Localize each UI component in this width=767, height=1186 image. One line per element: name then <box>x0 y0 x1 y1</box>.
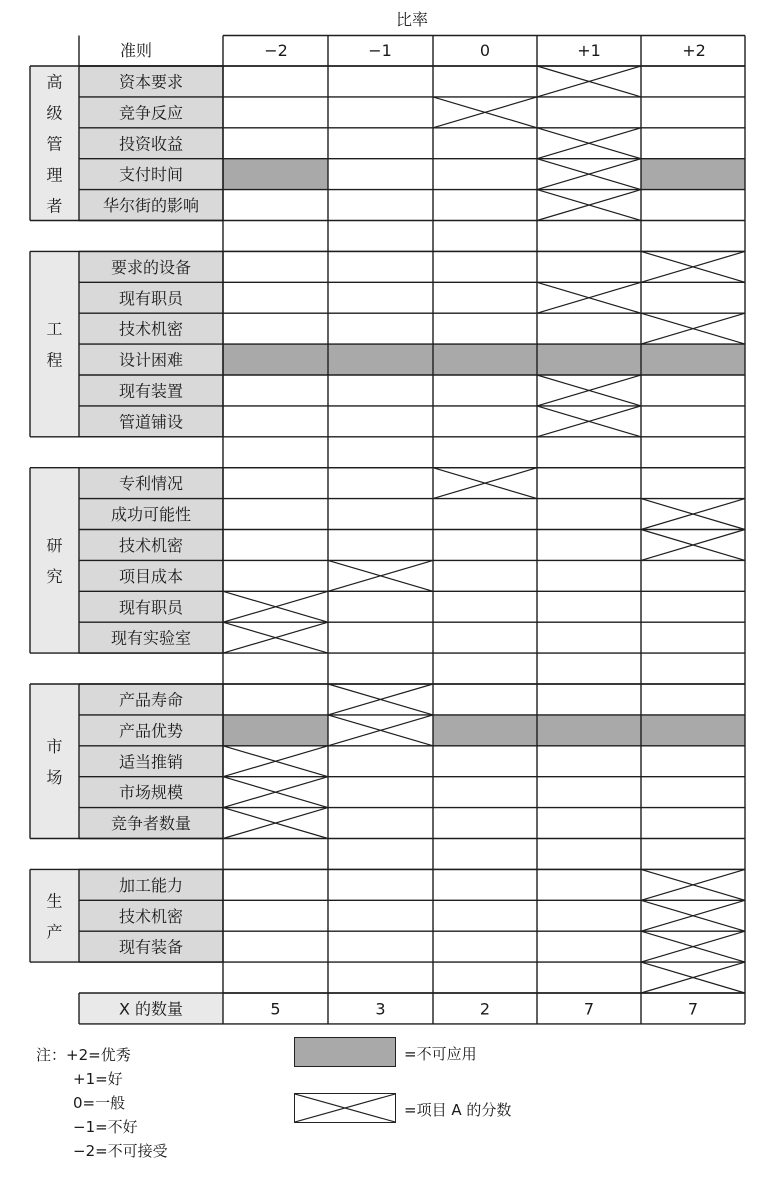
score-x-mark <box>641 931 745 962</box>
criterion-label: 管道铺设 <box>118 412 184 432</box>
ratio-title: 比率 <box>395 10 429 29</box>
score-x-mark <box>641 499 745 530</box>
note-line <box>36 1139 168 1163</box>
not-applicable-cell <box>223 344 328 375</box>
criterion-label: 现有装备 <box>118 937 184 957</box>
not-applicable-cell <box>433 344 537 375</box>
not-applicable-cell <box>328 344 433 375</box>
criterion-label: 设计困难 <box>118 350 184 370</box>
criterion-label: 产品优势 <box>118 721 184 741</box>
not-applicable-cell <box>641 159 745 190</box>
criterion-label: 技术机密 <box>118 319 184 339</box>
criterion-label: 加工能力 <box>118 875 184 895</box>
score-x-mark <box>223 591 328 622</box>
score-x-mark <box>537 159 641 190</box>
rating-headers <box>264 41 706 60</box>
score-x-mark <box>537 406 641 437</box>
score-x-mark <box>537 66 641 97</box>
not-applicable-cell <box>223 159 328 190</box>
group-cell <box>30 684 79 839</box>
criterion-label: 竞争者数量 <box>110 814 192 834</box>
score-x-mark <box>641 530 745 561</box>
total-value: 2 <box>479 999 491 1019</box>
rating-header-minus2: −2 <box>264 41 288 60</box>
note-line <box>36 1067 168 1091</box>
criterion-label: 竞争反应 <box>118 103 184 123</box>
not-applicable-cell <box>537 344 641 375</box>
criterion-label: 技术机密 <box>118 535 184 555</box>
score-x-mark <box>433 468 537 499</box>
score-x-mark <box>328 560 433 591</box>
criterion-label: 资本要求 <box>118 72 184 92</box>
total-label: X 的数量 <box>118 999 184 1019</box>
note-unacceptable: −2=不可接受 <box>73 1142 168 1160</box>
criterion-label: 现有装置 <box>118 381 184 401</box>
legend-na-swatch <box>294 1037 396 1067</box>
criterion-label: 项目成本 <box>118 566 184 586</box>
notes <box>36 1043 168 1163</box>
criterion-label: 华尔街的影响 <box>102 196 200 216</box>
criterion-label: 投资收益 <box>118 134 184 154</box>
group-label-char: 工 <box>46 319 63 339</box>
score-x-mark <box>641 900 745 931</box>
group-label-char: 管 <box>46 134 63 154</box>
score-x-mark <box>641 251 745 282</box>
score-x-mark <box>641 313 745 344</box>
notes-prefix: 注： <box>36 1046 67 1064</box>
total-value: 7 <box>687 999 699 1019</box>
not-applicable-cell <box>223 715 328 746</box>
score-x-mark <box>223 746 328 777</box>
criterion-label: 成功可能性 <box>110 505 192 525</box>
group-label-char: 者 <box>46 196 63 216</box>
criterion-label: 技术机密 <box>118 906 184 926</box>
score-x-mark <box>537 190 641 221</box>
note-good: +1=好 <box>73 1070 123 1088</box>
total-value: 5 <box>270 999 281 1019</box>
group-label-char: 研 <box>46 535 63 555</box>
score-x-mark <box>537 282 641 313</box>
not-applicable-cell <box>641 344 745 375</box>
criterion-label: 现有职员 <box>118 597 184 617</box>
criteria-header: 准则 <box>119 41 153 60</box>
legend-x-swatch <box>294 1093 396 1123</box>
group-cell <box>30 251 79 436</box>
score-x-mark <box>328 715 433 746</box>
score-x-mark <box>223 808 328 839</box>
score-x-mark <box>641 962 745 993</box>
group-label-char: 究 <box>46 566 63 586</box>
legend-x-label: =项目 A 的分数 <box>404 1101 512 1119</box>
group-label-char: 市 <box>46 736 63 756</box>
group-label-char: 场 <box>46 767 63 787</box>
criterion-label: 专利情况 <box>118 474 184 494</box>
score-x-mark <box>641 869 745 900</box>
criterion-label: 要求的设备 <box>110 257 192 277</box>
total-value: 3 <box>375 999 386 1019</box>
group-label-char: 程 <box>46 350 63 370</box>
note-line <box>36 1043 168 1067</box>
score-x-mark <box>328 684 433 715</box>
criterion-label: 适当推销 <box>118 752 184 772</box>
group-cell <box>30 468 79 653</box>
note-excellent: +2=优秀 <box>66 1046 131 1064</box>
group-label-char: 生 <box>46 891 63 911</box>
group-label-char: 高 <box>46 72 63 92</box>
score-x-mark <box>433 97 537 128</box>
group-cell <box>30 869 79 962</box>
note-average: 0=一般 <box>73 1094 126 1112</box>
note-line <box>36 1115 168 1139</box>
rating-header-plus2: +2 <box>682 41 706 60</box>
group-label-char: 理 <box>46 165 63 185</box>
criterion-label: 产品寿命 <box>118 690 184 710</box>
not-applicable-cell <box>537 715 641 746</box>
score-x-mark <box>537 375 641 406</box>
total-value: 7 <box>583 999 595 1019</box>
not-applicable-cell <box>433 715 537 746</box>
rating-header-plus1: +1 <box>577 41 601 60</box>
criterion-label: 现有实验室 <box>110 628 192 648</box>
legend-na-label: =不可应用 <box>404 1045 477 1063</box>
criterion-label: 支付时间 <box>118 165 184 185</box>
group-label-char: 级 <box>46 103 63 123</box>
group-label-char: 产 <box>46 922 63 942</box>
rating-header-minus1: −1 <box>368 41 392 60</box>
not-applicable-cell <box>641 715 745 746</box>
note-bad: −1=不好 <box>73 1118 138 1136</box>
score-x-mark <box>537 128 641 159</box>
criterion-label: 现有职员 <box>118 288 184 308</box>
score-x-mark <box>223 777 328 808</box>
score-x-mark <box>223 622 328 653</box>
criterion-label: 市场规模 <box>118 783 184 803</box>
rating-header-0: 0 <box>479 41 491 60</box>
note-line <box>36 1091 168 1115</box>
